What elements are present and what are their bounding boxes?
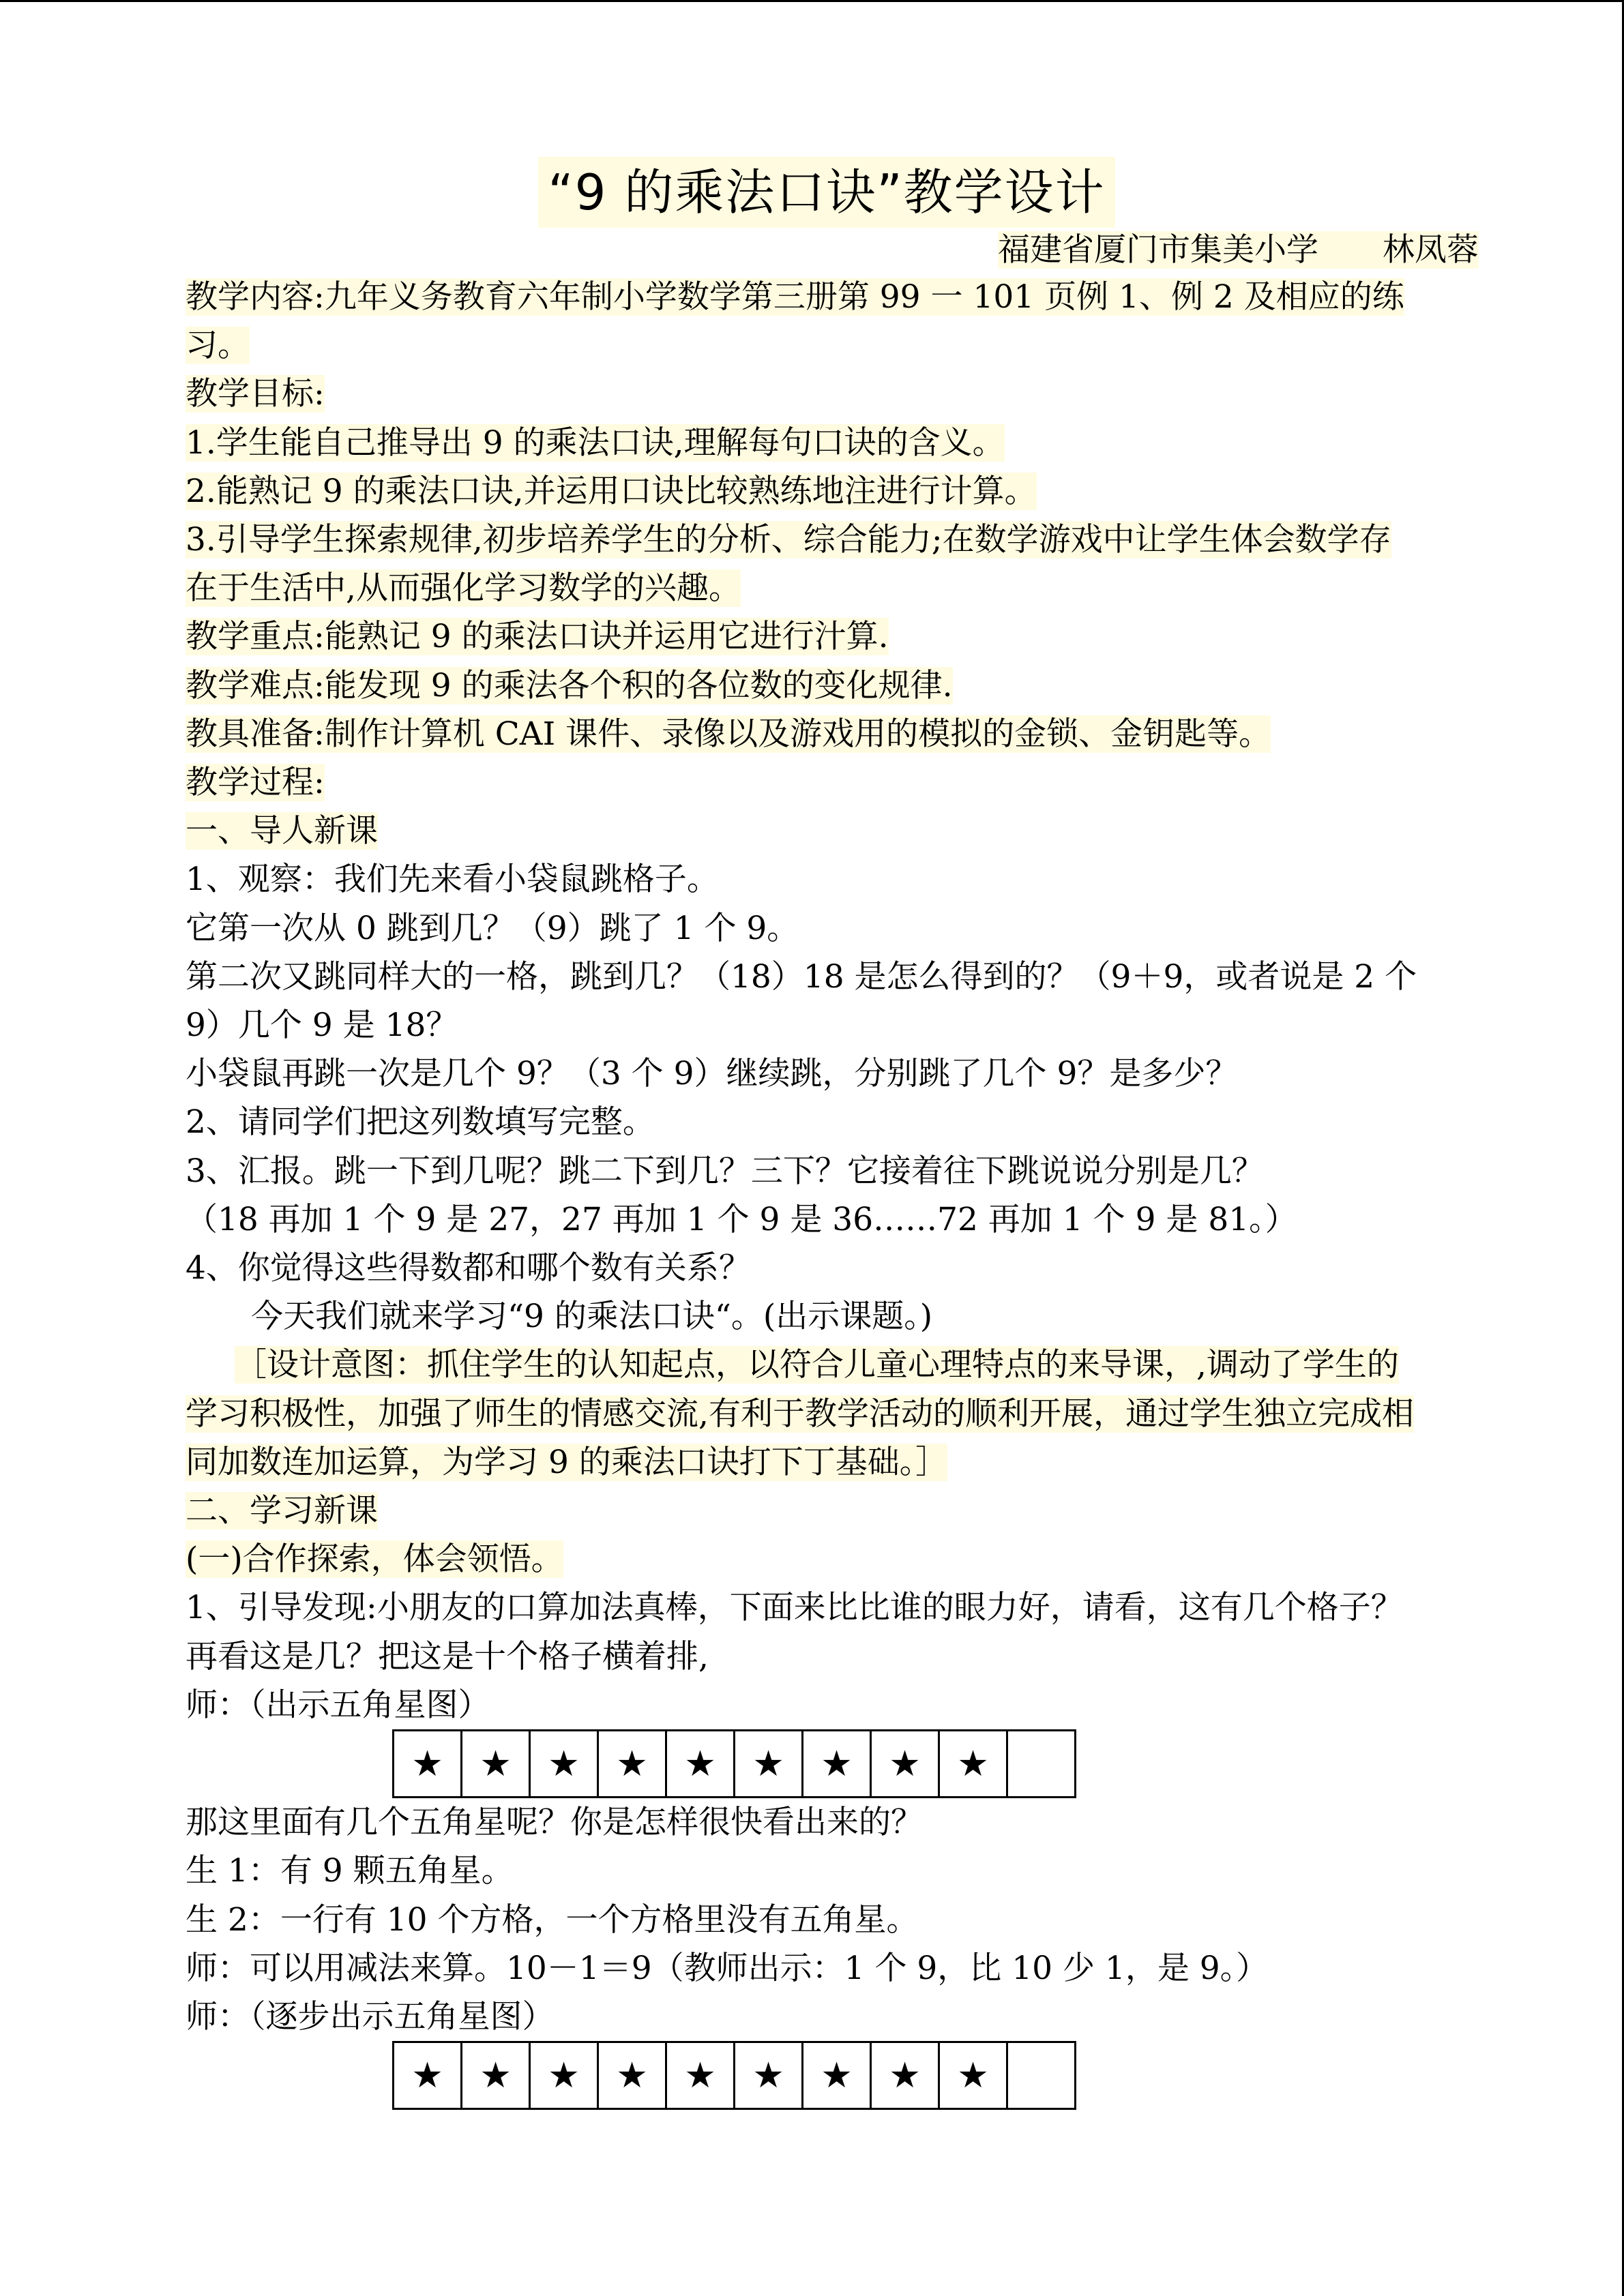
star-cell: ★ — [531, 2043, 599, 2108]
text-line: 再看这是几？把这是十个格子横着排, — [186, 1637, 709, 1675]
star-cell: ★ — [599, 2043, 667, 2108]
text-line: 师：（逐步出示五角星图） — [186, 1997, 555, 2036]
star-cell: ★ — [872, 2043, 940, 2108]
text-line: 1.学生能自己推导出 9 的乘法口诀,理解每句口诀的含义。 — [186, 423, 1005, 462]
text-line: 师：可以用减法来算。10－1＝9（教师出示：1 个 9，比 10 少 1，是 9。） — [186, 1949, 1269, 1987]
star-cell: ★ — [462, 1731, 531, 1796]
star-cell: ★ — [735, 2043, 803, 2108]
text-line: 教学过程: — [186, 764, 325, 802]
star-grid-1 — [392, 1729, 1468, 1798]
text-line: 第二次又跳同样大的一格，跳到几？（18）18 是怎么得到的？（9＋9，或者说是 2 个 — [186, 957, 1417, 996]
star-grid-2 — [392, 2041, 1468, 2110]
text-line: 9）几个 9 是 18？ — [186, 1007, 458, 1045]
star-cell: ★ — [531, 1731, 599, 1796]
text-line: 一、导人新课 — [186, 812, 378, 850]
text-line: 教学重点:能熟记 9 的乘法口诀并运用它进行汁算. — [186, 618, 889, 656]
star-cell: ★ — [940, 1731, 1008, 1796]
text-line: 小袋鼠再跳一次是几个 9？（3 个 9）继续跳，分别跳了几个 9？是多少？ — [186, 1055, 1238, 1093]
text-line: 在于生活中,从而强化学习数学的兴趣。 — [186, 569, 741, 608]
star-cell: ★ — [462, 2043, 531, 2108]
text-line: 习。 — [186, 327, 250, 365]
text-line: 4、你觉得这些得数都和哪个数有关系？ — [186, 1249, 751, 1287]
text-line: 1、观察：我们先来看小袋鼠跳格子。 — [186, 861, 719, 899]
design-intent-line: 学习积极性，加强了师生的情感交流,有利于教学活动的顺利开展，通过学生独立完成相 — [186, 1395, 1414, 1433]
text-line: 师：（出示五角星图） — [186, 1686, 490, 1724]
section-a — [186, 273, 1468, 1487]
text-line: 教学内容:九年义务教育六年制小学数学第三册第 99 一 101 页例 1、例 2 及相应的练 — [186, 278, 1404, 316]
text-line: （18 再加 1 个 9 是 27，27 再加 1 个 9 是 36……72 再加 1 个 9 是 81。） — [186, 1200, 1297, 1238]
text-line: (一)合作探索，体会领悟。 — [186, 1540, 563, 1579]
star-cell: ★ — [667, 2043, 735, 2108]
text-line: 1、引导发现:小朋友的口算加法真棒，下面来比比谁的眼力好，请看，这有几个格子？ — [186, 1589, 1403, 1627]
text-line: 教学难点:能发现 9 的乘法各个积的各位数的变化规律. — [186, 666, 953, 704]
star-cell: ★ — [872, 1731, 940, 1796]
text-line: 3、汇报。跳一下到几呢？跳二下到几？三下？它接着往下跳说说分别是几？ — [186, 1152, 1264, 1190]
author-line — [186, 228, 1479, 273]
empty-cell — [1008, 2043, 1074, 2108]
text-line: 那这里面有几个五角星呢？你是怎样很快看出来的？ — [186, 1804, 923, 1842]
star-cell: ★ — [803, 2043, 872, 2108]
text-line: 它第一次从 0 跳到几？（9）跳了 1 个 9。 — [186, 909, 799, 947]
star-cell: ★ — [394, 1731, 462, 1796]
star-table — [392, 2041, 1076, 2110]
star-cell: ★ — [735, 1731, 803, 1796]
star-cell: ★ — [599, 1731, 667, 1796]
design-intent-line: 同加数连加运算，为学习 9 的乘法口诀打下丁基础。］ — [186, 1443, 948, 1481]
text-line: 生 1：有 9 颗五角星。 — [186, 1852, 514, 1890]
title-block — [186, 157, 1468, 228]
star-cell: ★ — [803, 1731, 872, 1796]
author-text: 福建省厦门市集美小学 林凤蓉 — [998, 231, 1479, 269]
star-cell: ★ — [940, 2043, 1008, 2108]
text-line: 生 2：一行有 10 个方格，一个方格里没有五角星。 — [186, 1900, 919, 1939]
intro-line: 今天我们就来学习“9 的乘法口诀“。(出示课题。) — [251, 1298, 933, 1336]
page-title: “9 的乘法口诀”教学设计 — [538, 157, 1114, 228]
design-intent-line: ［设计意图：抓住学生的认知起点，以符合儿童心理特点的来导课，,调动了学生的 — [235, 1346, 1399, 1384]
star-cell: ★ — [667, 1731, 735, 1796]
text-line: 教学目标: — [186, 375, 325, 413]
text-line: 教具准备:制作计算机 CAI 课件、录像以及游戏用的模拟的金锁、金钥匙等。 — [186, 715, 1271, 753]
text-line: 2.能熟记 9 的乘法口诀,并运用口诀比较熟练地注进行计算。 — [186, 472, 1037, 510]
section-c — [186, 1798, 1468, 2041]
section-b — [186, 1487, 1468, 1729]
text-line: 3.引导学生探索规律,初步培养学生的分析、综合能力;在数学游戏中让学生体会数学存 — [186, 521, 1391, 559]
text-line: 二、学习新课 — [186, 1492, 378, 1530]
star-cell: ★ — [394, 2043, 462, 2108]
document-body — [186, 157, 1479, 2110]
star-table — [392, 1729, 1076, 1798]
text-line: 2、请同学们把这列数填写完整。 — [186, 1103, 655, 1142]
empty-cell — [1008, 1731, 1074, 1796]
